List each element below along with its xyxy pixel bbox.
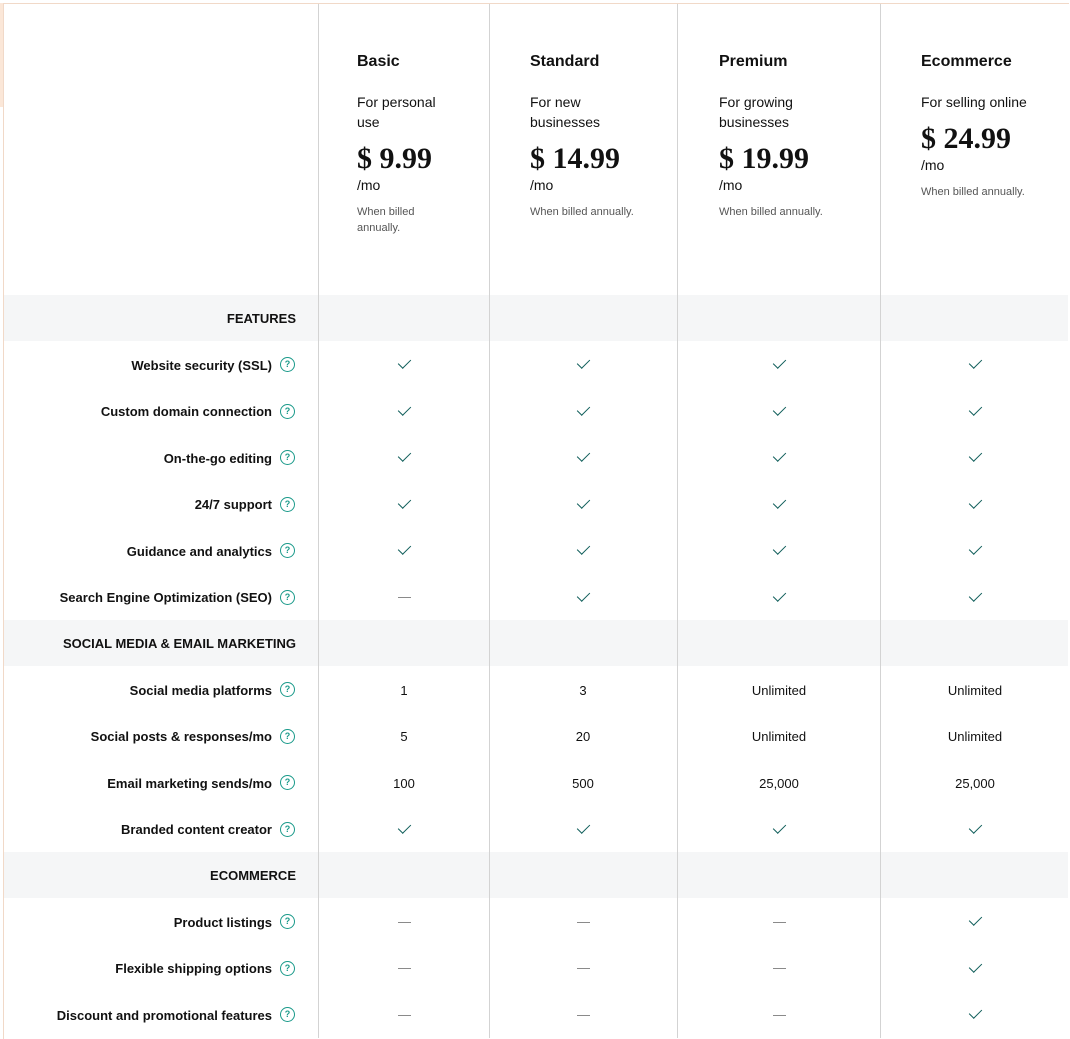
plan-name: Standard [530,53,600,70]
feature-value: 3 [579,682,587,698]
check-icon [384,342,424,388]
price-period: /mo [357,177,381,193]
not-included-dash-icon [563,899,603,945]
check-icon [759,342,799,388]
not-included-dash-icon [563,992,603,1038]
feature-label: Website security (SSL) [131,357,272,373]
section-title: FEATURES [226,310,296,326]
check-icon [955,575,995,621]
help-circle-icon[interactable]: ? [280,1007,295,1022]
feature-label: Custom domain connection [100,404,272,419]
billing-note: When billed annually. [921,186,1025,198]
help-circle-icon[interactable]: ? [280,822,295,837]
check-icon [384,807,424,853]
feature-label: Social posts & responses/mo [90,729,272,744]
not-included-dash-icon [384,899,424,945]
feature-value: Unlimited [947,682,1003,698]
plan-premium [719,52,869,220]
plan-price: $ 9.99 [357,142,432,175]
not-included-dash-icon [759,899,799,945]
feature-row [4,667,1068,713]
check-icon [384,528,424,574]
plan-standard [530,52,670,220]
not-included-dash-icon [384,992,424,1038]
check-icon [759,482,799,528]
help-circle-icon[interactable]: ? [280,497,295,512]
feature-value: Unlimited [947,729,1003,744]
feature-value: 5 [400,729,408,744]
not-included-dash-icon [384,946,424,992]
check-icon [759,389,799,435]
plan-basic [357,52,477,236]
check-icon [955,992,995,1038]
help-circle-icon[interactable]: ? [280,450,295,465]
feature-value: 1 [400,682,408,698]
price-period: /mo [719,177,743,193]
feature-value: 25,000 [759,775,799,791]
section-header [4,620,1068,666]
feature-row [4,992,1068,1038]
feature-label: Product listings [173,914,272,930]
not-included-dash-icon [759,992,799,1038]
check-icon [759,435,799,481]
check-icon [563,807,603,853]
plan-ecommerce [921,52,1061,200]
section-title: ECOMMERCE [210,867,296,883]
help-circle-icon[interactable]: ? [280,404,295,419]
feature-label: Guidance and analytics [126,543,272,559]
feature-label: On-the-go editing [163,450,272,466]
check-icon [955,946,995,992]
feature-label: Search Engine Optimization (SEO) [59,590,272,605]
check-icon [384,435,424,481]
plan-price: $ 14.99 [530,142,620,175]
check-icon [759,575,799,621]
help-circle-icon[interactable]: ? [280,961,295,976]
help-circle-icon[interactable]: ? [280,543,295,558]
check-icon [563,389,603,435]
check-icon [563,528,603,574]
plan-description: For new businesses [530,94,601,130]
feature-row [4,899,1068,945]
feature-row [4,575,1068,621]
feature-row [4,946,1068,992]
feature-label: Email marketing sends/mo [107,775,272,791]
feature-label: 24/7 support [194,497,272,512]
check-icon [759,807,799,853]
section-title: SOCIAL MEDIA & EMAIL MARKETING [62,635,296,651]
price-period: /mo [921,157,945,173]
feature-value: 100 [393,775,415,791]
price-period: /mo [530,177,554,193]
feature-row [4,760,1068,806]
not-included-dash-icon [759,946,799,992]
feature-value: 20 [575,729,591,744]
feature-value: Unlimited [751,682,807,698]
check-icon [759,528,799,574]
section-header [4,295,1068,341]
check-icon [955,528,995,574]
plan-description: For personal use [357,94,436,130]
section-header [4,852,1068,898]
help-circle-icon[interactable]: ? [280,914,295,929]
help-circle-icon[interactable]: ? [280,590,295,605]
plan-description: For selling online [921,94,1027,110]
not-included-dash-icon [563,946,603,992]
feature-row [4,342,1068,388]
feature-row [4,528,1068,574]
plan-name: Basic [357,53,400,70]
feature-row [4,435,1068,481]
check-icon [955,435,995,481]
plan-name: Ecommerce [921,53,1012,70]
check-icon [563,575,603,621]
feature-label: Social media platforms [129,682,272,698]
feature-value: 500 [572,775,594,791]
billing-note: When billed annually. [719,206,823,218]
help-circle-icon[interactable]: ? [280,775,295,790]
feature-row [4,482,1068,528]
feature-value: Unlimited [751,729,807,744]
help-circle-icon[interactable]: ? [280,357,295,372]
check-icon [955,342,995,388]
check-icon [563,435,603,481]
feature-row [4,389,1068,435]
check-icon [384,389,424,435]
not-included-dash-icon [384,575,424,621]
plan-price: $ 19.99 [719,142,809,175]
check-icon [955,807,995,853]
check-icon [563,482,603,528]
plan-name: Premium [719,53,788,70]
feature-label: Flexible shipping options [115,961,272,976]
billing-note: When billed annually. [530,206,634,218]
check-icon [563,342,603,388]
feature-row [4,807,1068,853]
feature-label: Branded content creator [121,822,272,837]
help-circle-icon[interactable]: ? [280,729,295,744]
feature-row [4,714,1068,760]
check-icon [955,899,995,945]
feature-value: 25,000 [955,775,995,791]
help-circle-icon[interactable]: ? [280,682,295,697]
billing-note: When billed annually. [357,206,415,234]
feature-label: Discount and promotional features [56,1007,272,1023]
check-icon [955,482,995,528]
check-icon [384,482,424,528]
plan-price: $ 24.99 [921,122,1011,155]
plan-description: For growing businesses [719,94,793,130]
check-icon [955,389,995,435]
